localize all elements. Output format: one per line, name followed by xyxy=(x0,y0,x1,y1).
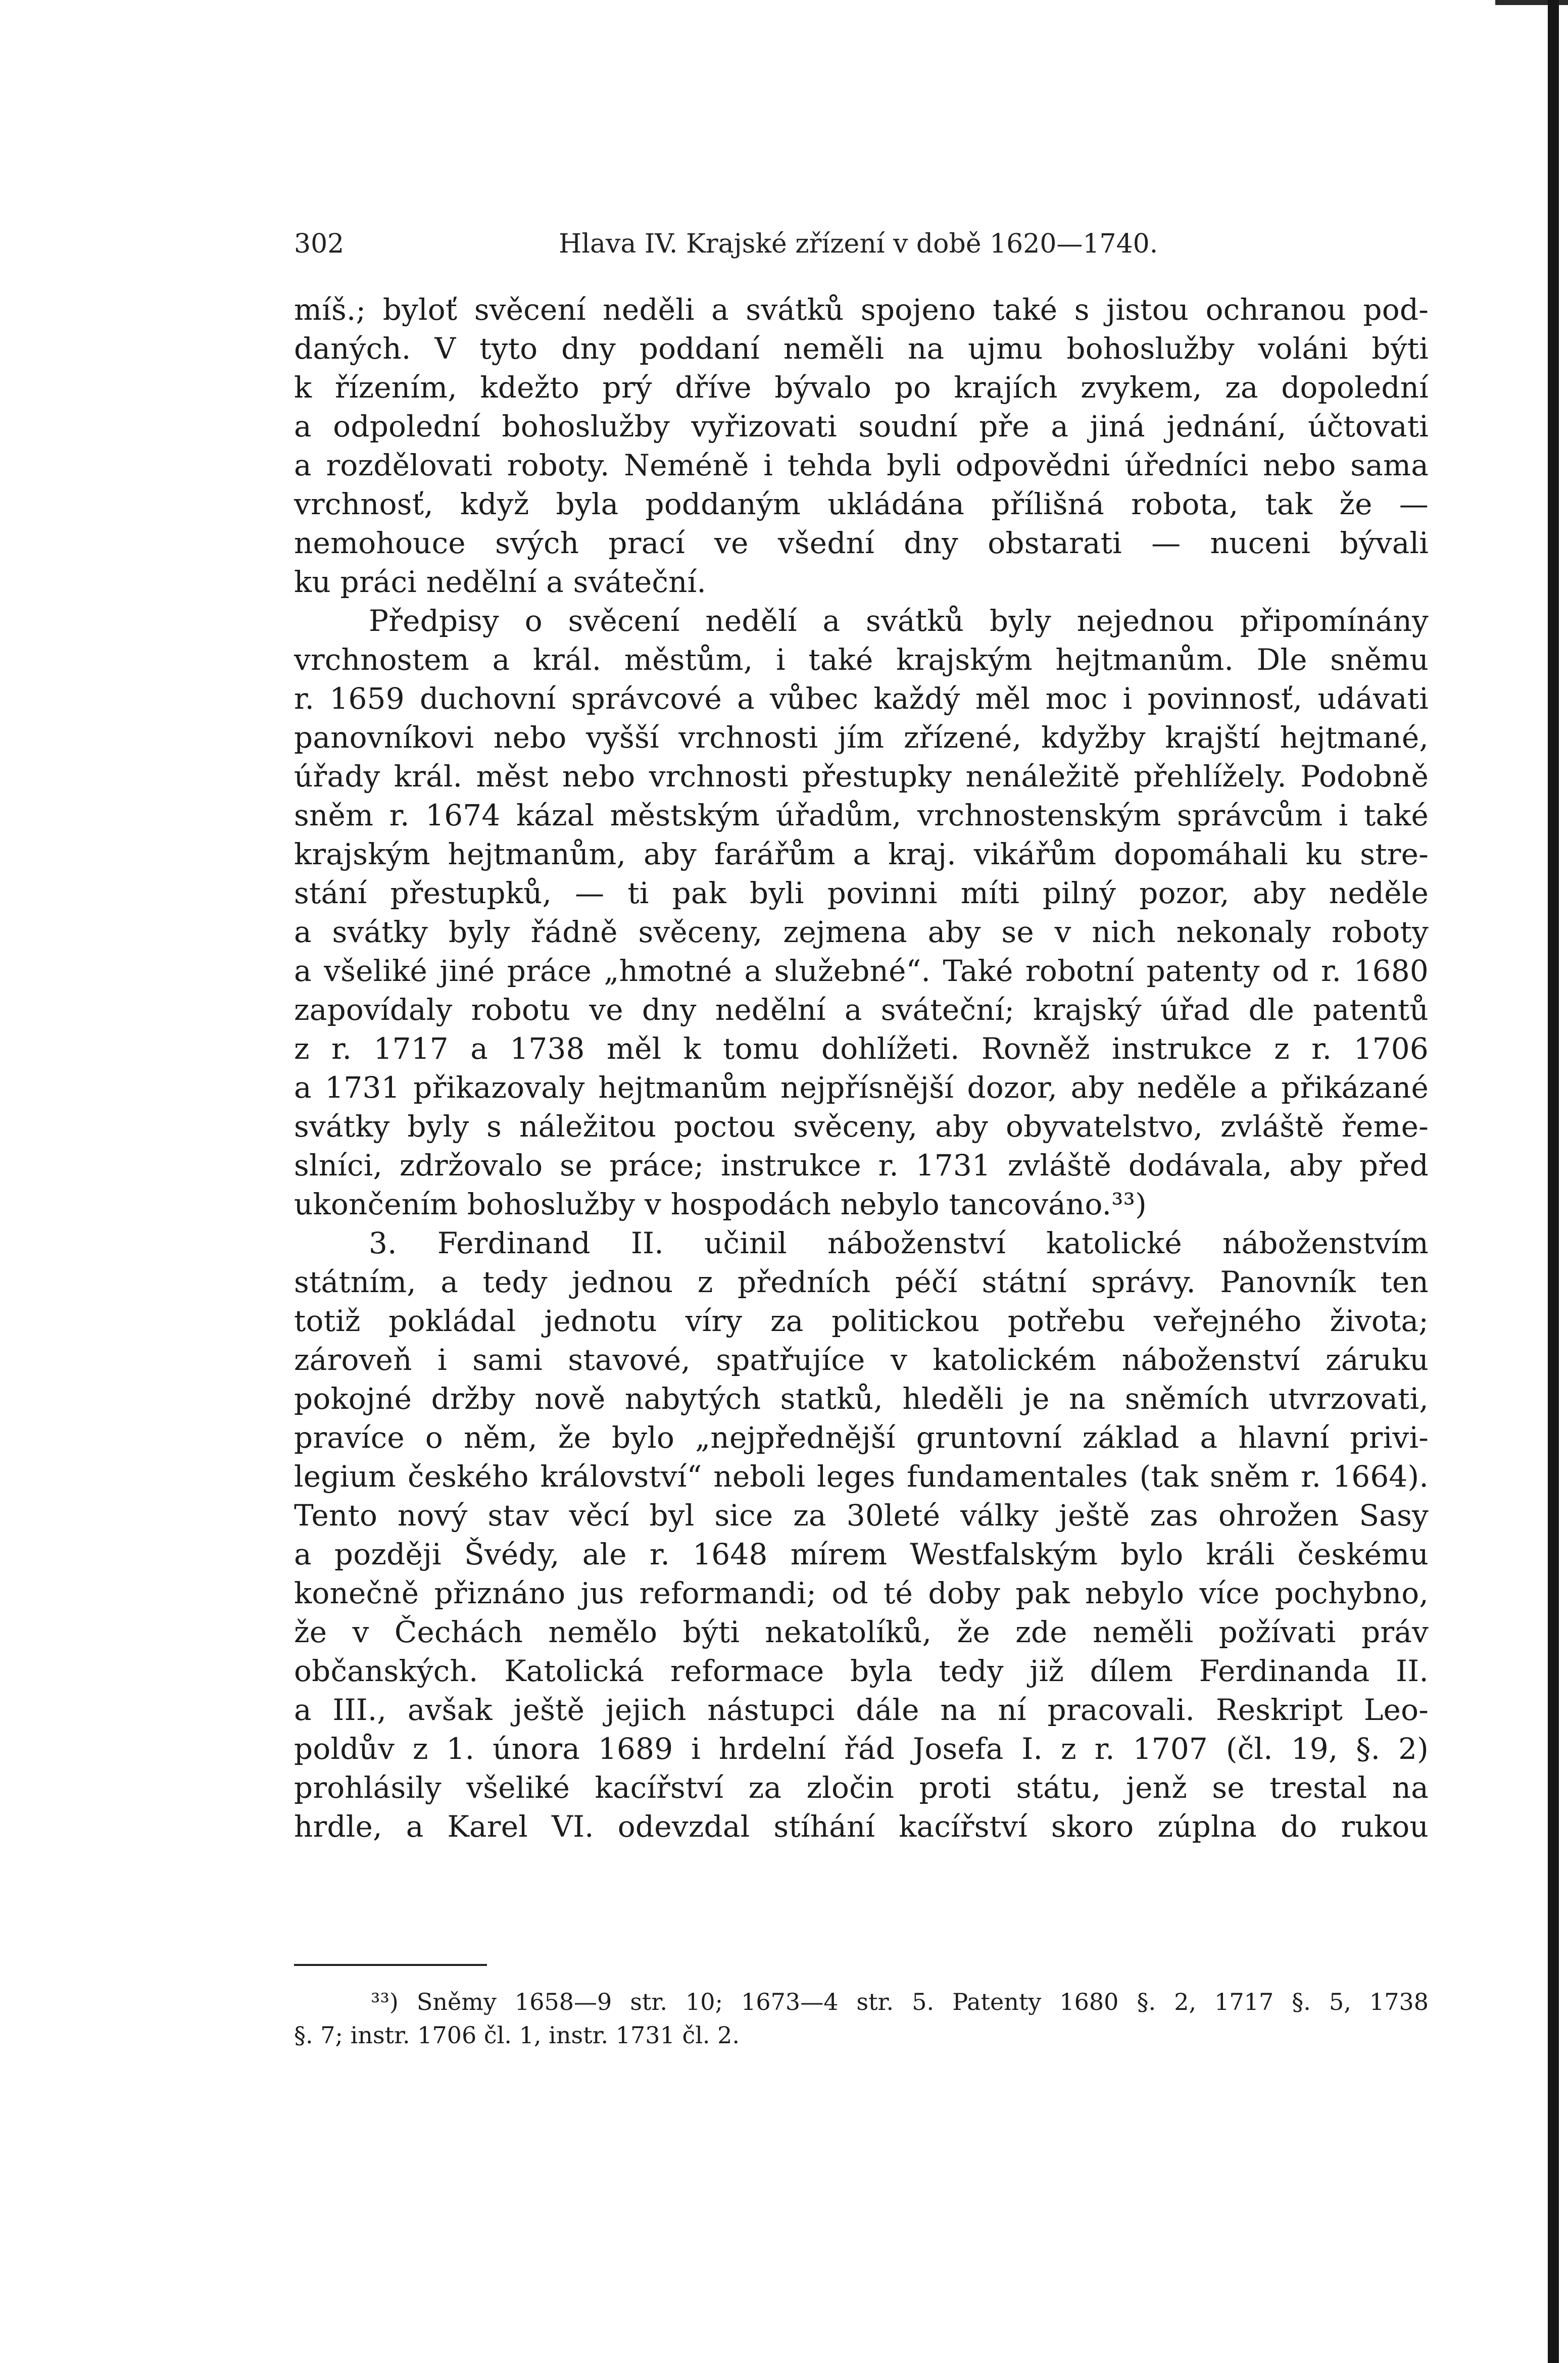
text-line: konečně přiznáno jus reformandi; od té doby pak nebylo více pochybno, xyxy=(294,1576,1429,1610)
text-line: úřady král. měst nebo vrchnosti přestupky nenáležitě přehlížely. Podobně xyxy=(294,759,1429,794)
chapter-title: Hlava IV. Krajské zřízení v době 1620—1740. xyxy=(559,229,1158,259)
text-line: k řízením, kdežto prý dříve bývalo po krajích zvykem, za dopolední xyxy=(294,370,1429,405)
text-line: z r. 1717 a 1738 měl k tomu dohlížeti. Rovněž instrukce z r. 1706 xyxy=(294,1031,1429,1066)
text-line: a později Švédy, ale r. 1648 mírem Westfalským bylo králi českému xyxy=(294,1537,1429,1571)
text-line: slníci, zdržovalo se práce; instrukce r. 1731 zvláště dodávala, aby před xyxy=(294,1148,1429,1183)
text-line: r. 1659 duchovní správcové a vůbec každý měl moc i povinnosť, udávati xyxy=(294,681,1429,716)
text-line: sněm r. 1674 kázal městským úřadům, vrchnostenským správcům i také xyxy=(294,798,1429,832)
text-line: zapovídaly robotu ve dny nedělní a sváteční; krajský úřad dle patentů xyxy=(294,993,1429,1027)
text-line: Tento nový stav věcí byl sice za 30leté války ještě zas ohrožen Sasy xyxy=(294,1498,1429,1533)
paragraph-start-line: 3. Ferdinand II. učinil náboženství katolické náboženstvím xyxy=(369,1226,1429,1260)
text-line: pravíce o něm, že bylo „nejpřednější gruntovní základ a hlavní privi- xyxy=(294,1420,1429,1455)
page-number: 302 xyxy=(294,229,345,259)
footnotes xyxy=(294,1985,1429,2052)
paragraph-start-line: Předpisy o svěcení nedělí a svátků byly nejednou připomínány xyxy=(369,604,1429,638)
text-line: vrchnostem a král. městům, i také krajským hejtmanům. Dle sněmu xyxy=(294,643,1429,677)
text-line: míš.; byloť svěcení neděli a svátků spojeno také s jistou ochranou pod- xyxy=(294,292,1429,327)
text-line: a všeliké jiné práce „hmotné a služebné“. Také robotní patenty od r. 1680 xyxy=(294,954,1429,988)
running-head xyxy=(294,226,1158,262)
text-line: poldův z 1. února 1689 i hrdelní řád Josefa I. z r. 1707 (čl. 19, §. 2) xyxy=(294,1732,1429,1766)
text-line: státním, a tedy jednou z předních péčí státní správy. Panovník ten xyxy=(294,1265,1429,1299)
text-line: nemohouce svých prací ve všední dny obstarati — nuceni bývali xyxy=(294,526,1429,560)
text-line: ukončením bohoslužby v hospodách nebylo tancováno.³³) xyxy=(294,1187,1147,1221)
text-line: hrdle, a Karel VI. odevzdal stíhání kacířství skoro zúplna do rukou xyxy=(294,1809,1429,1844)
text-line: svátky byly s náležitou poctou svěceny, aby obyvatelstvo, zvláště řeme- xyxy=(294,1109,1429,1144)
text-line: a odpolední bohoslužby vyřizovati soudní pře a jiná jednání, účtovati xyxy=(294,409,1429,444)
main-text xyxy=(294,290,1429,1846)
text-line: pokojné držby nově nabytých statků, hleděli je na sněmích utvrzovati, xyxy=(294,1382,1429,1416)
text-line: a rozdělovati roboty. Neméně i tehda byli odpovědni úředníci nebo sama xyxy=(294,448,1429,482)
footnote-divider xyxy=(294,1964,487,1966)
text-line: legium českého království“ neboli leges fundamentales (tak sněm r. 1664). xyxy=(294,1459,1429,1494)
footnote-line: §. 7; instr. 1706 čl. 1, instr. 1731 čl. 2. xyxy=(294,2022,740,2049)
text-line: že v Čechách nemělo býti nekatolíků, že zde neměli požívati práv xyxy=(294,1615,1429,1649)
text-line: ku práci nedělní a sváteční. xyxy=(294,565,707,599)
footnote-line: ³³) Sněmy 1658—9 str. 10; 1673—4 str. 5. Patenty 1680 §. 2, 1717 §. 5, 1738 xyxy=(371,1988,1429,2015)
text-line: totiž pokládal jednotu víry za politickou potřebu veřejného života; xyxy=(294,1304,1429,1338)
text-line: daných. V tyto dny poddaní neměli na ujmu bohoslužby voláni býti xyxy=(294,331,1429,366)
text-line: vrchnosť, když byla poddaným ukládána přílišná robota, tak že — xyxy=(294,487,1429,521)
text-line: a 1731 přikazovaly hejtmanům nejpřísnější dozor, aby neděle a přikázané xyxy=(294,1070,1429,1105)
text-line: panovníkovi nebo vyšší vrchnosti jím zřízené, kdyžby krajští hejtmané, xyxy=(294,720,1429,755)
text-line: prohlásily všeliké kacířství za zločin proti státu, jenž se trestal na xyxy=(294,1770,1429,1805)
text-line: občanských. Katolická reformace byla tedy již dílem Ferdinanda II. xyxy=(294,1654,1429,1688)
text-line: a III., avšak ještě jejich nástupci dále na ní pracovali. Reskript Leo- xyxy=(294,1693,1429,1727)
text-line: krajským hejtmanům, aby farářům a kraj. vikářům dopomáhali ku stre- xyxy=(294,837,1429,871)
text-line: a svátky byly řádně svěceny, zejmena aby se v nich nekonaly roboty xyxy=(294,915,1429,949)
text-line: stání přestupků, — ti pak byli povinni míti pilný pozor, aby neděle xyxy=(294,876,1429,910)
text-line: zároveň i sami stavové, spatřujíce v katolickém náboženství záruku xyxy=(294,1343,1429,1377)
